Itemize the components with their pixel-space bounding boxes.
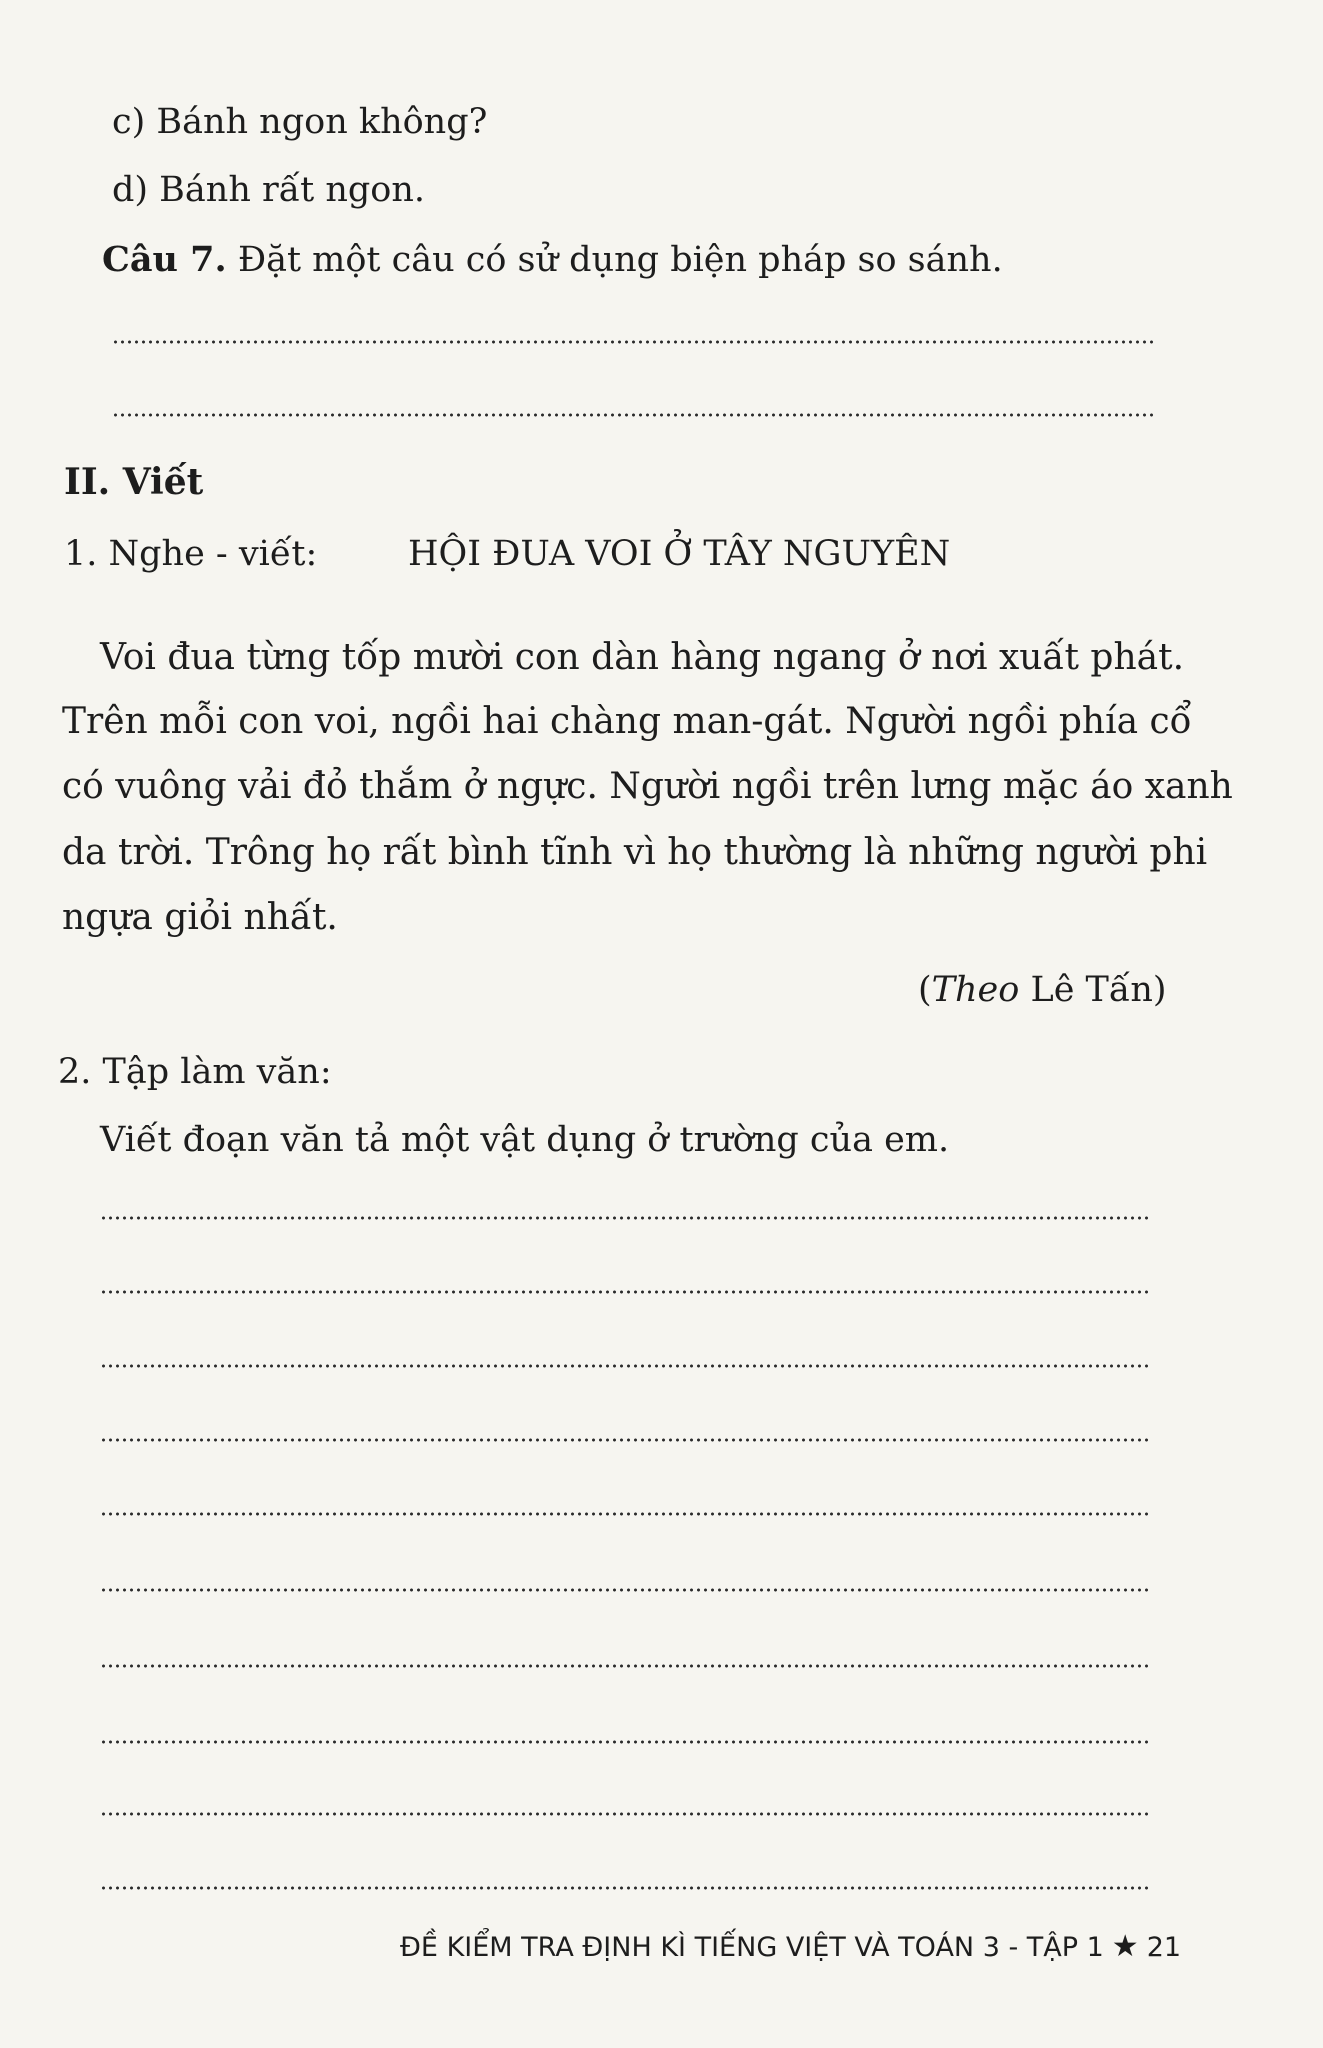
passage-line: Trên mỗi con voi, ngồi hai chàng man-gát. Người ngồi phía cổ	[62, 701, 1192, 742]
passage-line: có vuông vải đỏ thắm ở ngực. Người ngồi trên lưng mặc áo xanh	[62, 766, 1233, 807]
answer-line	[100, 1438, 1152, 1442]
answer-line	[100, 1512, 1152, 1516]
question-7-label: Câu 7.	[102, 239, 227, 280]
composition-label: 2. Tập làm văn:	[58, 1052, 332, 1092]
passage-line: ngựa giỏi nhất.	[62, 897, 338, 938]
question-7-text: Đặt một câu có sử dụng biện pháp so sánh.	[237, 240, 1003, 280]
source-theo: Theo	[931, 970, 1020, 1010]
page-footer	[400, 1929, 1182, 1965]
answer-line	[112, 413, 1157, 417]
dictation-label: 1. Nghe - viết:	[64, 534, 318, 574]
answer-line	[112, 340, 1157, 344]
page-number: 21	[1146, 1932, 1182, 1963]
answer-line	[100, 1664, 1152, 1668]
passage-source: (Theo Lê Tấn)	[918, 970, 1167, 1010]
passage-line: da trời. Trông họ rất bình tĩnh vì họ thường là những người phi	[62, 832, 1208, 873]
dictation-title: HỘI ĐUA VOI Ở TÂY NGUYÊN	[408, 534, 951, 574]
section-heading-writing: II. Viết	[64, 461, 204, 503]
question-7	[102, 238, 1003, 282]
passage-line: Voi đua từng tốp mười con dàn hàng ngang ở nơi xuất phát.	[100, 637, 1185, 678]
answer-line	[100, 1216, 1152, 1220]
option-d: d) Bánh rất ngon.	[112, 170, 426, 210]
star-icon: ★	[1111, 1929, 1139, 1964]
answer-line	[100, 1290, 1152, 1294]
option-c: c) Bánh ngon không?	[112, 102, 488, 142]
footer-title: ĐỀ KIỂM TRA ĐỊNH KÌ TIẾNG VIỆT VÀ TOÁN 3 - TẬP 1	[400, 1932, 1104, 1963]
answer-line	[100, 1886, 1152, 1890]
answer-line	[100, 1364, 1152, 1368]
answer-line	[100, 1812, 1152, 1816]
source-author: Lê Tấn	[1030, 970, 1153, 1010]
answer-line	[100, 1588, 1152, 1592]
composition-prompt: Viết đoạn văn tả một vật dụng ở trường của em.	[100, 1120, 950, 1160]
answer-line	[100, 1740, 1152, 1744]
